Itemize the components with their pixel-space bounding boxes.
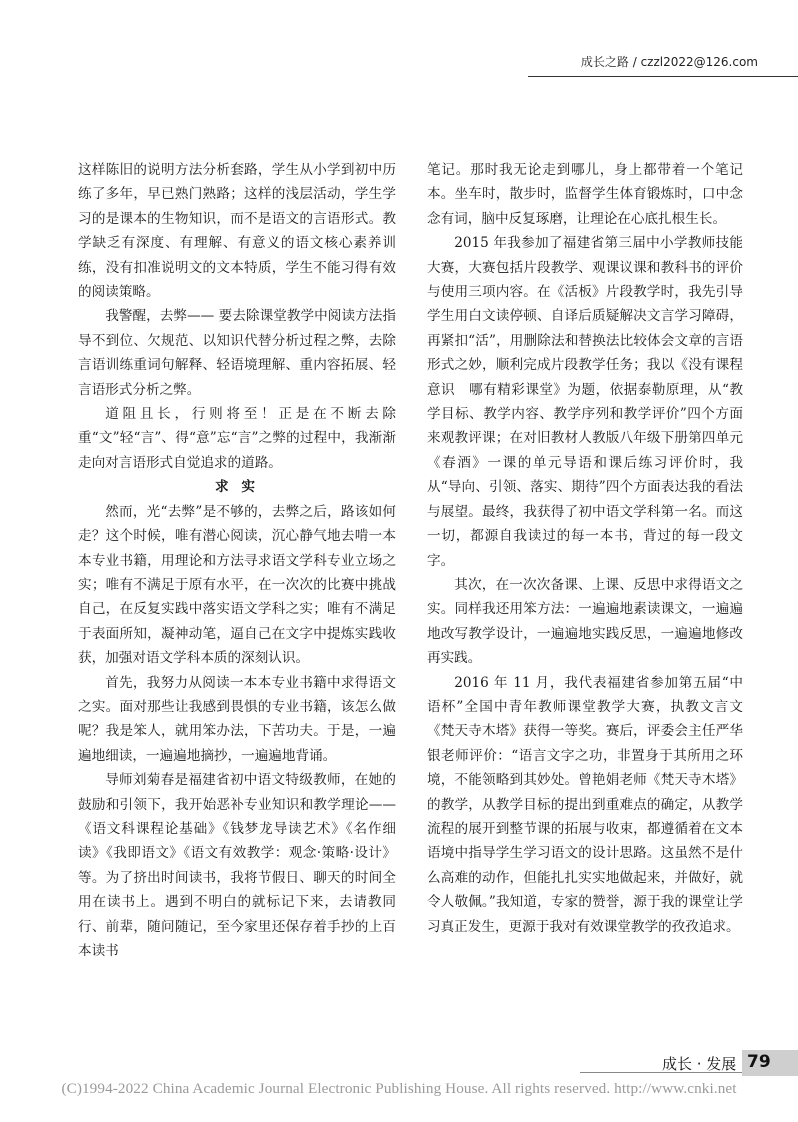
paragraph: 笔记。那时我无论走到哪儿，身上都带着一个笔记本。坐车时，散步时，监督学生体育锻炼时，口中念念有词，脑中反复琢磨，让理论在心底扎根生长。	[427, 162, 743, 227]
paragraph: 首先，我努力从阅读一本本专业书籍中求得语文之实。面对那些让我感到畏惧的专业书籍，该怎么做呢？我是笨人，就用笨办法，下苦功夫。于是，一遍遍地细读，一遍遍地摘抄，一遍遍地背诵。	[78, 674, 396, 764]
paragraph: 2015 年我参加了福建省第三届中小学教师技能大赛，大赛包括片段教学、观课议课和教科书的评价与使用三项内容。在《活板》片段教学时，我先引导学生用白文读停顿、自译后质疑解决文言学习障碍，再紧扣“活”，用删除法和替换法比较体会文章的言语形式之妙，顺利完成片段教学任务；我以《没有课程意识 哪有精彩课堂》为题，依据泰勒原理，从“教学目标、教学内容、教学序列和教学评价”四个方面来观教评课；在对旧教材人教版八年级下册第四单元《春酒》一课的单元导语和课后练习评价时，我从“导向、引领、落实、期待”四个方面表达我的看法与展望。最终，我获得了初中语文学科第一名。而这一切，都源自我读过的每一本书，背过的每一段文字。	[427, 235, 743, 569]
right-column	[427, 158, 743, 939]
paragraph: 我警醒，去弊—— 要去除课堂教学中阅读方法指导不到位、欠规范、以知识代替分析过程之弊，去除言语训练重词句解释、轻语境理解、重内容拓展、轻言语形式分析之弊。	[78, 308, 396, 398]
section-heading: 求 实	[215, 479, 259, 496]
page-number: 79	[747, 1052, 771, 1072]
footer-section-name: 成长 · 发展	[662, 1055, 737, 1073]
left-column	[78, 158, 396, 963]
paragraph: 道阻且长，行则将至！正是在不断去除重“文”轻“言”、得“意”忘“言”之弊的过程中，我渐渐走向对言语形式自觉追求的道路。	[78, 406, 396, 471]
copyright-notice: (C)1994-2022 China Academic Journal Electronic Publishing House. All rights reserved. http://www.cnki.net	[61, 1080, 737, 1097]
paragraph: 然而，光“去弊”是不够的，去弊之后，路该如何走？这个时候，唯有潜心阅读，沉心静气地去啃一本本专业书籍，用理论和方法寻求语文学科专业立场之实；唯有不满足于原有水平，在一次次的比赛中挑战自己，在反复实践中落实语文学科之实；唯有不满足于表面所知，凝神动笔，逼自己在文字中提炼实践收获，加强对语文学科本质的深刻认识。	[78, 503, 396, 667]
paragraph: 导师刘菊春是福建省初中语文特级教师，在她的鼓励和引领下，我开始恶补专业知识和教学理论——《语文科课程论基础》《钱梦龙导读艺术》《名作细读》《我即语文》《语文有效教学：观念·策略·设计》等。为了挤出时间读书，我将节假日、聊天的时间全用在读书上。遇到不明白的就标记下来，去请教同行、前辈，随问随记，至今家里还保存着手抄的上百本读书	[78, 772, 396, 959]
paragraph: 其次，在一次次备课、上课、反思中求得语文之实。同样我还用笨方法：一遍遍地素读课文，一遍遍地改写教学设计，一遍遍地实践反思，一遍遍地修改再实践。	[427, 576, 743, 667]
running-head: 成长之路 / czzl2022@126.com	[580, 55, 758, 69]
paragraph: 2016 年 11 月，我代表福建省参加第五届“中语杯”全国中青年教师课堂教学大赛，执教文言文《梵天寺木塔》获得一等奖。赛后，评委会主任严华银老师评价：“语言文字之功，非置身于其所用之环境，不能领略到其妙处。曾艳娟老师《梵天寺木塔》的教学，从教学目标的提出到重难点的确定，从教学流程的展开到整节课的拓展与收束，都遵循着在文本语境中指导学生学习语文的设计思路。这虽然不是什么高难的动作，但能扎扎实实地做起来，并做好，就令人敬佩。”我知道，专家的赞誉，源于我的课堂让学习真正发生，更源于我对有效课堂教学的孜孜追求。	[427, 674, 743, 935]
paragraph: 这样陈旧的说明方法分析套路，学生从小学到初中历练了多年，早已熟门熟路；这样的浅层活动，学生学习的是课本的生物知识，而不是语文的言语形式。教学缺乏有深度、有理解、有意义的语文核心素养训练，没有扣准说明文的文本特质，学生不能习得有效的阅读策略。	[78, 162, 396, 301]
